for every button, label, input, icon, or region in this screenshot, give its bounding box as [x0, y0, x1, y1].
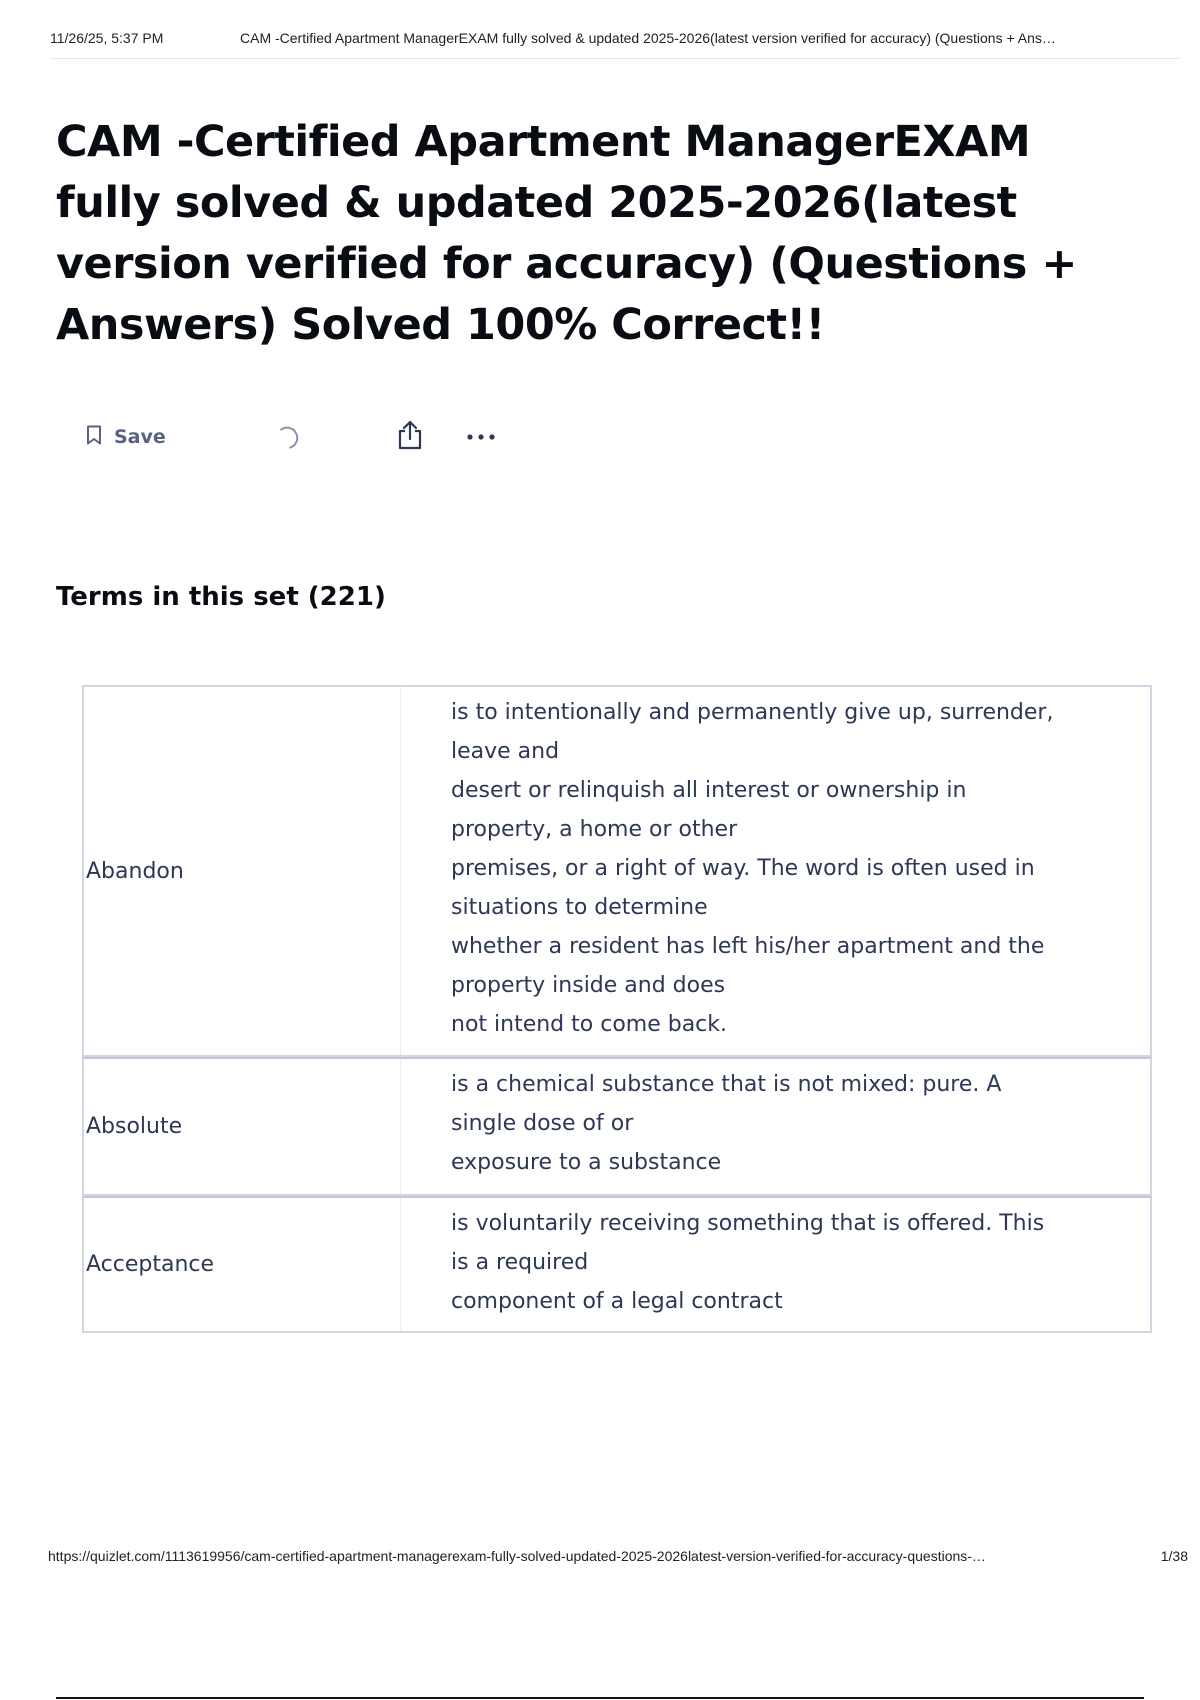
loading-spinner-icon [276, 420, 300, 454]
bottom-divider [56, 1697, 1144, 1699]
more-options-button[interactable] [466, 420, 496, 454]
page-number: 1/38 [1160, 1548, 1188, 1564]
term-definition: is to intentionally and permanently give up, surrender, leave and desert or relinquish all interest or ownership in property, a home or other premises, or a right of way. The word is often used in situations to determine whether a resident has left his/her apartment and the property inside and does not intend to come back. [451, 700, 1054, 1037]
term-definition: is a chemical substance that is not mixed: pure. A single dose of or exposure to a substance [451, 1072, 1002, 1175]
terms-heading: Terms in this set (221) [56, 582, 386, 612]
page-url: https://quizlet.com/1113619956/cam-certified-apartment-managerexam-fully-solved-updated-2025-2026latest-version-verified-for-accuracy-questions-… [48, 1548, 986, 1564]
term-word: Acceptance [84, 1198, 401, 1331]
more-options-icon [466, 428, 496, 446]
term-row[interactable] [82, 1057, 1152, 1196]
share-icon [396, 420, 424, 455]
print-doc-title: CAM -Certified Apartment ManagerEXAM fully solved & updated 2025-2026(latest version verified for accuracy) (Questions + Ans… [240, 30, 1056, 46]
term-word: Absolute [84, 1059, 401, 1194]
term-definition: is voluntarily receiving something that is offered. This is a required component of a legal contract [451, 1211, 1045, 1314]
term-word: Abandon [84, 687, 401, 1055]
save-label: Save [114, 426, 166, 448]
action-bar [86, 420, 546, 454]
bookmark-icon [86, 425, 102, 450]
terms-list [82, 685, 1152, 1333]
share-button[interactable] [396, 420, 424, 454]
term-row[interactable] [82, 685, 1152, 1057]
term-row[interactable] [82, 1196, 1152, 1333]
print-datetime: 11/26/25, 5:37 PM [50, 30, 164, 46]
print-header [50, 30, 1180, 59]
page-title: CAM -Certified Apartment ManagerEXAM fully solved & updated 2025-2026(latest version verified for accuracy) (Questions + Answers) Solved 100% Correct!! [56, 117, 1077, 350]
save-button[interactable] [86, 420, 166, 454]
